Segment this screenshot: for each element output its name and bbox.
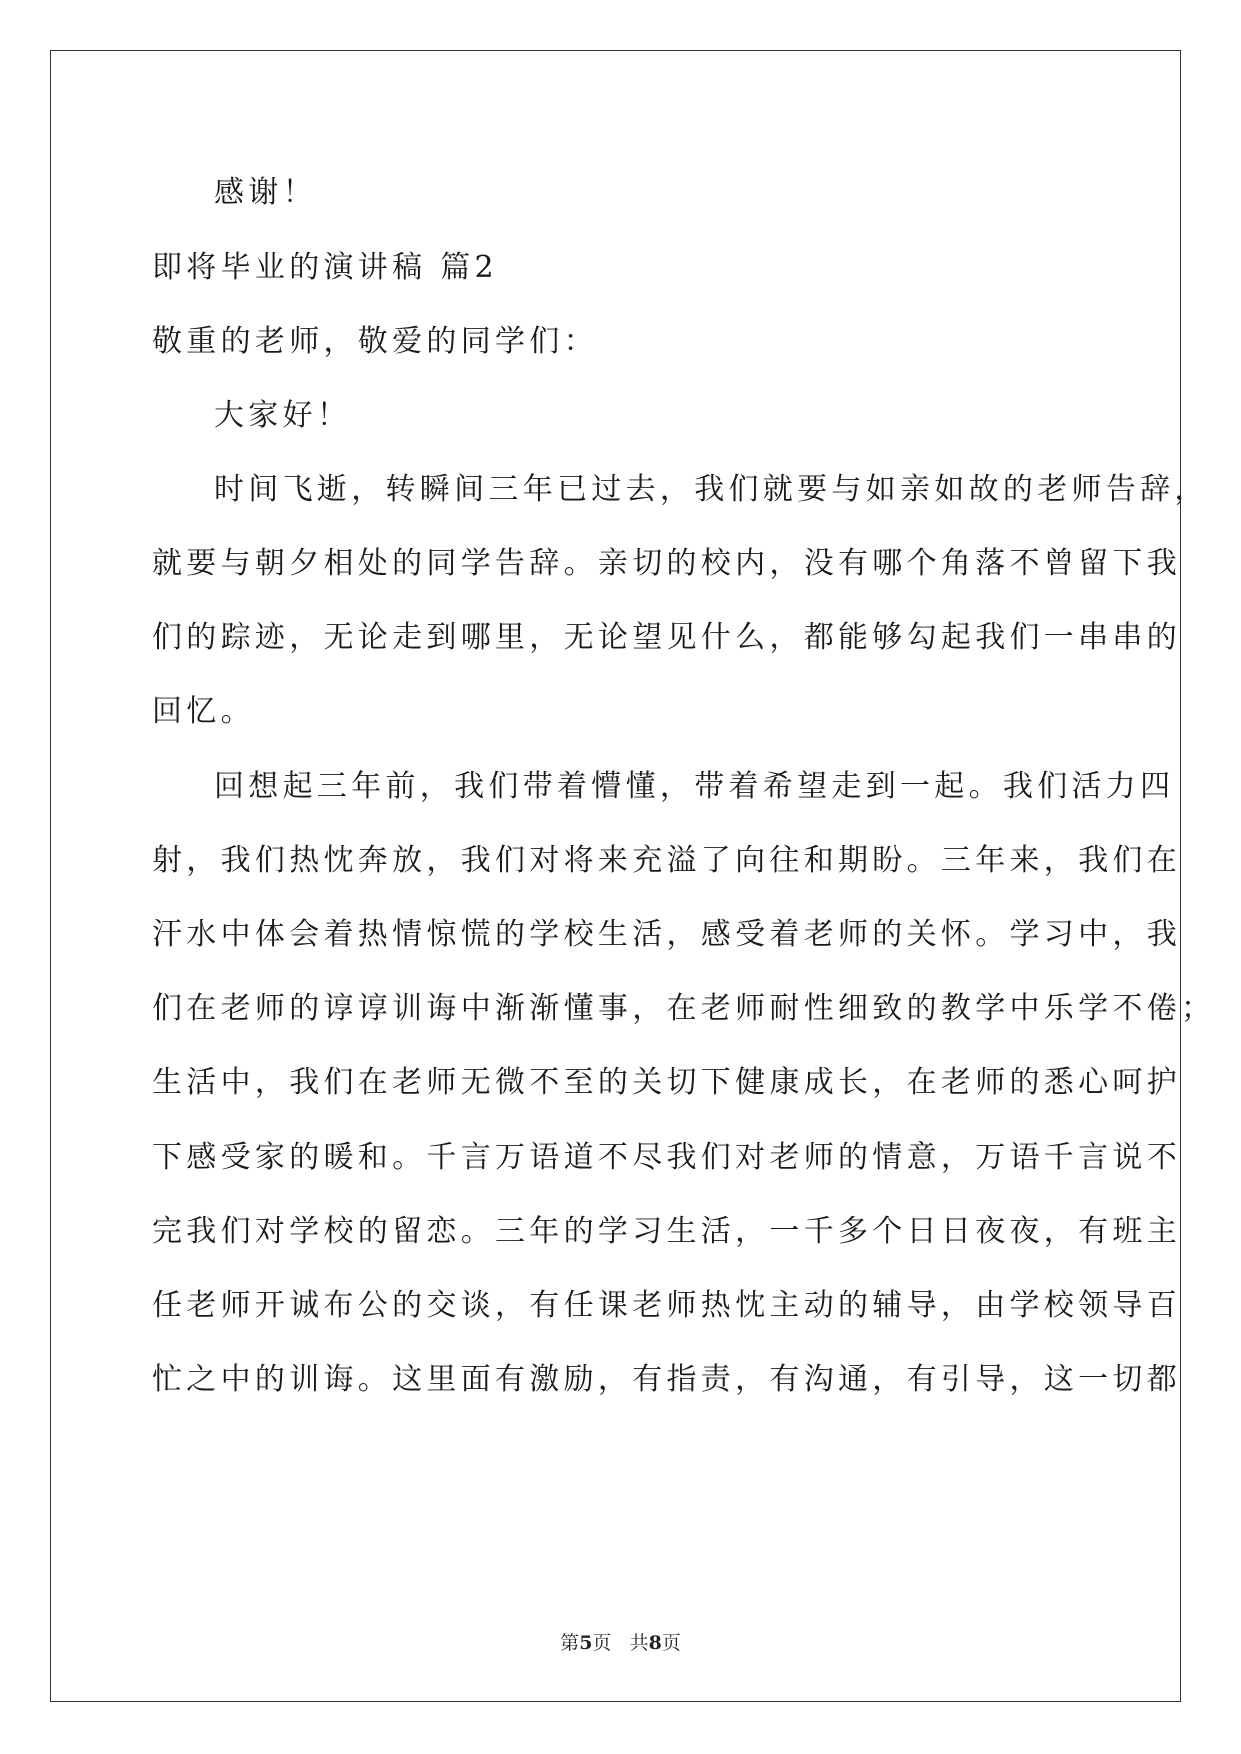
paragraph-2-line-6: 下感受家的暖和。千言万语道不尽我们对老师的情意，万语千言说不 (152, 1140, 1181, 1175)
page-suffix: 页 (592, 1632, 612, 1654)
salutation: 敬重的老师，敬爱的同学们： (152, 324, 598, 359)
page-number-footer (0, 1631, 1241, 1655)
paragraph-1-line-4: 回忆。 (152, 694, 255, 729)
paragraph-2-line-1: 回想起三年前，我们带着懵懂，带着希望走到一起。我们活力四 (214, 769, 1175, 804)
total-page-count: 8 (648, 1632, 662, 1654)
paragraph-1-line-1: 时间飞逝，转瞬间三年已过去，我们就要与如亲如故的老师告辞， (214, 472, 1209, 507)
greeting: 大家好！ (214, 398, 352, 433)
paragraph-2-line-4: 们在老师的谆谆训诲中渐渐懂事，在老师耐性细致的教学中乐学不倦； (152, 991, 1216, 1026)
current-page-number: 5 (579, 1632, 593, 1654)
paragraph-2-line-3: 汗水中体会着热情惊慌的学校生活，感受着老师的关怀。学习中，我 (152, 917, 1181, 952)
paragraph-1-line-3: 们的踪迹，无论走到哪里，无论望见什么，都能够勾起我们一串串的 (152, 620, 1181, 655)
total-prefix: 共 (629, 1632, 649, 1654)
paragraph-2-line-7: 完我们对学校的留恋。三年的学习生活，一千多个日日夜夜，有班主 (152, 1214, 1181, 1249)
paragraph-1-line-2: 就要与朝夕相处的同学告辞。亲切的校内，没有哪个角落不曾留下我 (152, 546, 1181, 581)
paragraph-2-line-5: 生活中，我们在老师无微不至的关切下健康成长，在老师的悉心呵护 (152, 1065, 1181, 1100)
page-prefix: 第 (560, 1632, 580, 1654)
paragraph-2-line-2: 射，我们热忱奔放，我们对将来充溢了向往和期盼。三年来，我们在 (152, 843, 1181, 878)
total-suffix: 页 (661, 1632, 681, 1654)
paragraph-2-line-9: 忙之中的训诲。这里面有激励，有指责，有沟通，有引导，这一切都 (152, 1362, 1181, 1397)
section-heading: 即将毕业的演讲稿 篇2 (152, 250, 498, 285)
closing-thanks: 感谢！ (214, 175, 317, 210)
paragraph-2-line-8: 任老师开诚布公的交谈，有任课老师热忱主动的辅导，由学校领导百 (152, 1288, 1181, 1323)
